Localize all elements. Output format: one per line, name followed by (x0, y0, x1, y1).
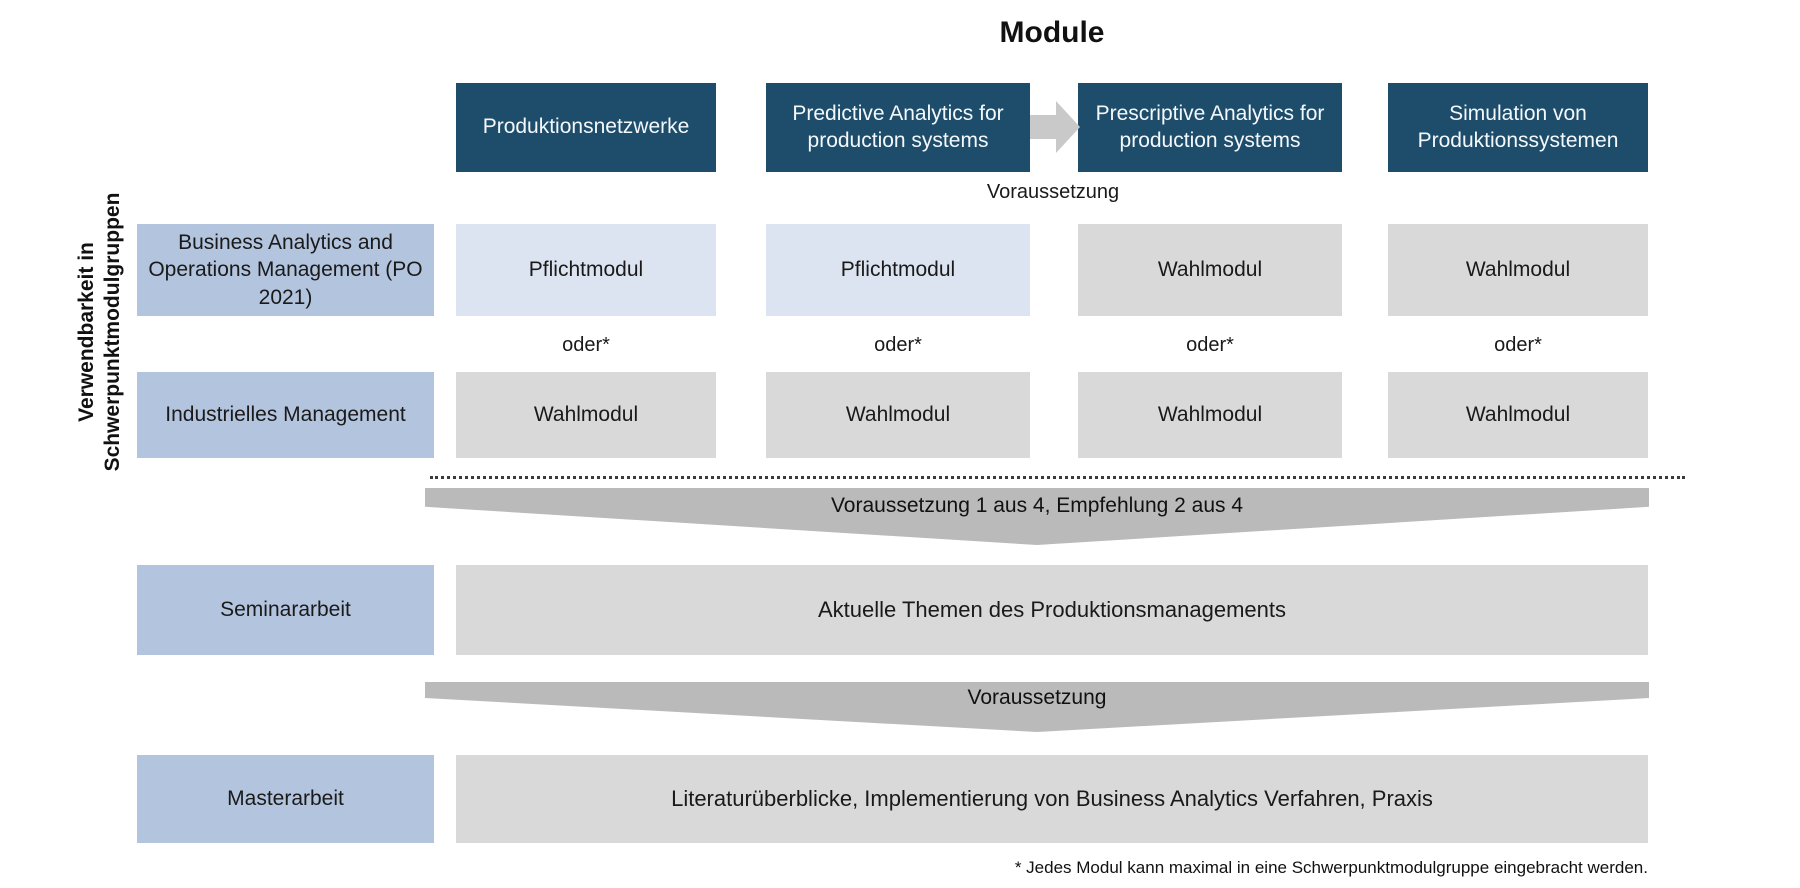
or-label: oder* (1186, 334, 1234, 356)
module-header-produktionsnetzwerke: Produktionsnetzwerke (456, 83, 716, 172)
side-axis-label (68, 162, 132, 502)
module-header-predictive-analytics: Predictive Analytics for production systems (766, 83, 1030, 172)
prerequisite-arrow-label: Voraussetzung (986, 181, 1120, 203)
row-label-business-analytics: Business Analytics and Operations Management (PO 2021) (137, 224, 434, 316)
matrix-cell: Wahlmodul (1078, 372, 1342, 458)
matrix-cell: Wahlmodul (1078, 224, 1342, 316)
matrix-cell: Wahlmodul (456, 372, 716, 458)
matrix-cell: Pflichtmodul (766, 224, 1030, 316)
or-label: oder* (562, 334, 610, 356)
matrix-cell: Pflichtmodul (456, 224, 716, 316)
matrix-cell: Wahlmodul (766, 372, 1030, 458)
page-title: Module (999, 16, 1105, 49)
module-header-simulation: Simulation von Produktionssystemen (1388, 83, 1648, 172)
row-label-seminararbeit: Seminararbeit (137, 565, 434, 655)
module-header-prescriptive-analytics: Prescriptive Analytics for production systems (1078, 83, 1342, 172)
funnel-arrow-master (425, 682, 1649, 732)
or-label: oder* (874, 334, 922, 356)
funnel-arrow-seminar (425, 488, 1649, 545)
side-axis-line2: Schwerpunktmodulgruppen (101, 192, 124, 472)
row-label-industrielles-management: Industrielles Management (137, 372, 434, 458)
row-label-masterarbeit: Masterarbeit (137, 755, 434, 843)
seminar-content-cell: Aktuelle Themen des Produktionsmanagements (456, 565, 1648, 655)
matrix-cell: Wahlmodul (1388, 372, 1648, 458)
or-label: oder* (1494, 334, 1542, 356)
dotted-separator (430, 476, 1685, 479)
master-content-cell: Literaturüberblicke, Implementierung von Business Analytics Verfahren, Praxis (456, 755, 1648, 843)
right-arrow-icon (1030, 96, 1080, 158)
funnel-label: Voraussetzung (967, 686, 1107, 709)
side-axis-line1: Verwendbarkeit in (74, 242, 98, 422)
footnote: * Jedes Modul kann maximal in eine Schwerpunktmodulgruppe eingebracht werden. (1014, 858, 1648, 877)
matrix-cell: Wahlmodul (1388, 224, 1648, 316)
funnel-label: Voraussetzung 1 aus 4, Empfehlung 2 aus 4 (830, 494, 1244, 517)
